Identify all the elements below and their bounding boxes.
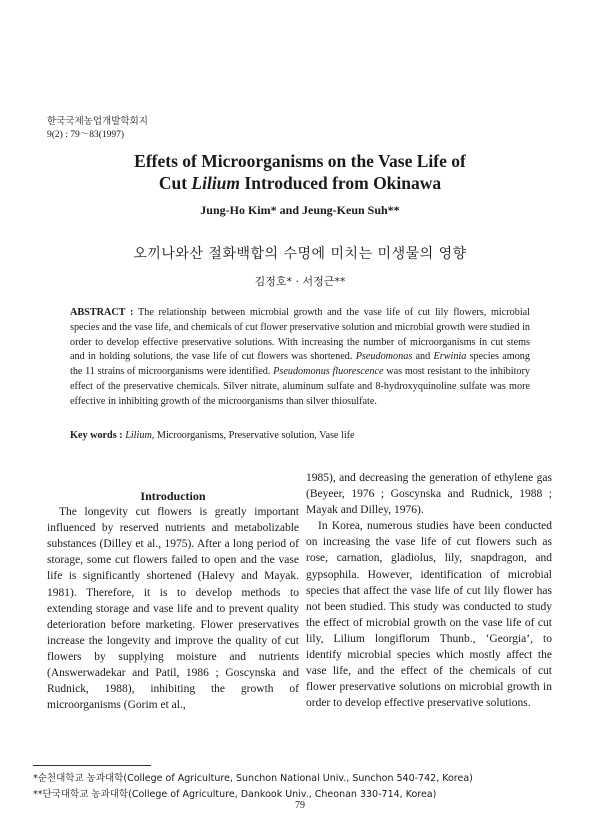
authors: Jung-Ho Kim* and Jeung-Keun Suh** — [200, 203, 400, 217]
title-genus: Lilium — [191, 173, 241, 193]
keywords-italic: Lilium — [125, 430, 152, 441]
keywords-label: Key words : — [70, 430, 126, 441]
abstract-text-4: was most resistant to the inhibitory effect of the preservative chemicals. Silver nitrate, aluminum sulfate and 8-hydroxyquinoline sulfate was more effective in inhibiting growth of the microorganisms than silver thiosulfate. — [70, 366, 530, 407]
journal-citation: 9(2) : 79～83(1997) — [47, 130, 125, 140]
footnote-divider — [33, 765, 151, 766]
keywords-rest: , Microorganisms, Preservative solution, Vase life — [151, 430, 355, 441]
right-column-paragraph-2: In Korea, numerous studies have been conducted on increasing the vase life of cut flowers such as rose, carnation, gladiolus, lily, snapdragon, and gypsophila. However, identification of microbial species that affect the vase life of cut lily flower has not been studied. This study was conducted to study the effect of microbial growth on the vase life of cut lily, Lilium longiflorum Thunb., ‘Georgia’, to identify microbial species which mostly affect the vase life, and the effect of the chemicals of cut flower preservative solutions on microbial growth in order to develop effective preservative solutions. — [306, 520, 552, 710]
abstract-text-3: species among the 11 strains of microorganisms were identified. — [70, 351, 530, 378]
journal-header — [47, 116, 148, 142]
left-column — [47, 488, 299, 713]
footnote-1: *순천대학교 농과대학(College of Agriculture, Sunchon National Univ., Sunchon 540-742, Korea) — [33, 773, 473, 784]
title-line-2-prefix: Cut — [158, 173, 192, 193]
abstract — [70, 306, 530, 410]
title-line-2 — [0, 172, 600, 194]
korean-authors: 김정호* · 서정근** — [254, 275, 346, 288]
right-column-paragraph-1: 1985), and decreasing the generation of ethylene gas (Beyeer, 1976 ; Goscynska and Rudnick, 1988 ; Mayak and Dilley, 1976). — [306, 472, 552, 517]
abstract-italic-1: Pseudomonas — [355, 351, 413, 363]
right-column — [306, 470, 552, 711]
abstract-text-2: and — [412, 351, 434, 363]
abstract-italic-2: Erwinia — [433, 351, 467, 363]
title-line-2-suffix: Introduced from Okinawa — [240, 173, 442, 193]
abstract-text-1: The relationship between microbial growth and the vase life of cut lily flowers, microbial species and the vase life, and chemicals of cut flower preservative solution and microbial growth were studied in order to develop effective preservative solutions. With increasing the number of microorganisms in cut stems and in holding solutions, the vase life of cut flowers was shortened. — [70, 307, 531, 363]
left-column-paragraph: The longevity cut flowers is greatly important influenced by reserved nutrients and metabolizable substances (Dilley et al., 1975). After a long period of storage, some cut flowers failed to open and the vase life is significantly shortened (Halevy and Mayak. 1981). Therefore, it is to develop methods to extending storage and vase life and to prevent quality deterioration before marketing. Flower preservatives increase the longevity and improve the quality of cut flowers by supplying moisture and nutrients (Answerwadekar and Patil, 1986 ; Goscynska and Rudnick, 1988), inhibiting the growth of microorganisms (Gorim et al., — [47, 506, 299, 712]
section-heading-introduction: Introduction — [140, 489, 206, 503]
abstract-italic-3: Pseudomonus fluorescence — [273, 366, 384, 378]
abstract-label: ABSTRACT : — [70, 307, 139, 318]
korean-title: 오끼나와산 절화백합의 수명에 미치는 미생물의 영향 — [133, 246, 467, 262]
title-line-1: Effets of Microorganisms on the Vase Life of — [134, 151, 466, 171]
page-number: 79 — [295, 800, 305, 811]
paper-title — [0, 150, 600, 194]
footnote-2: **단국대학교 농과대학(College of Agriculture, Dankook Univ., Cheonan 330-714, Korea) — [33, 789, 437, 800]
journal-name: 한국국제농업개발학회지 — [47, 117, 148, 127]
keywords — [70, 430, 530, 441]
